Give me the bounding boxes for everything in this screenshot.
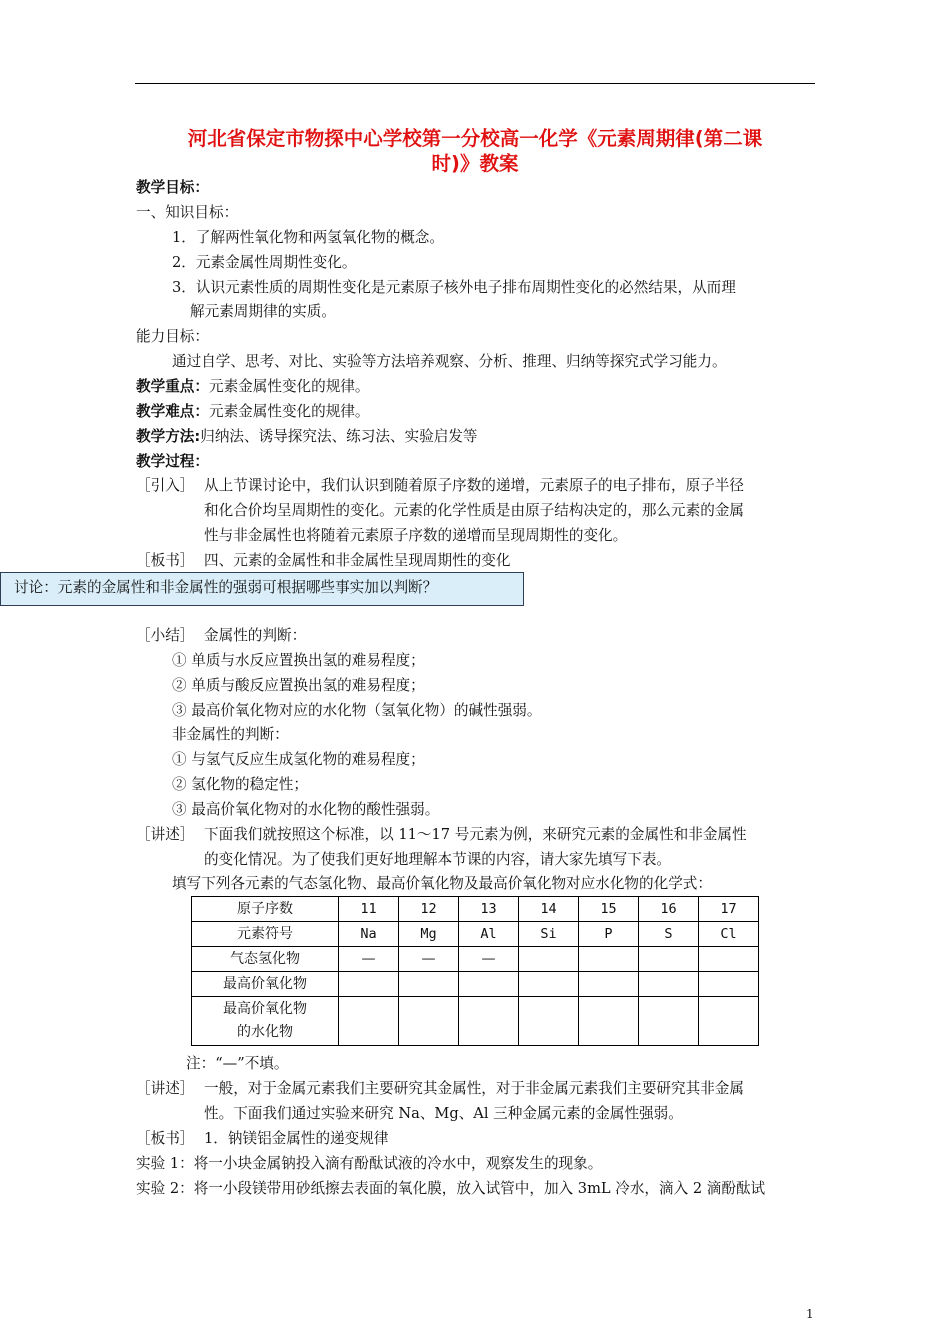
difficulty-text: 元素金属性变化的规律。 xyxy=(208,403,370,420)
process-heading: 教学过程： xyxy=(136,453,209,470)
summary-tag: ［小结］ xyxy=(136,627,195,644)
difficulty xyxy=(136,402,370,422)
oxide-cell xyxy=(459,972,519,997)
knowledge-heading: 一、知识目标： xyxy=(136,204,239,221)
nonmetal-heading: 非金属性的判断： xyxy=(172,726,289,743)
title-line-2: 时)》教案 xyxy=(431,152,519,175)
hydrate-cell xyxy=(639,997,699,1046)
knowledge-item: 1．了解两性氧化物和两氢氧化物的概念。 xyxy=(172,229,444,246)
ability-text: 通过自学、思考、对比、实验等方法培养观察、分析、推理、归纳等探究式学习能力。 xyxy=(172,353,727,370)
oxide-cell xyxy=(699,972,759,997)
discussion-box xyxy=(0,572,524,606)
symbol-cell: Cl xyxy=(699,922,759,947)
hydride-cell: — xyxy=(459,947,519,972)
knowledge-item: 3．认识元素性质的周期性变化是元素原子核外电子排布周期性变化的必然结果，从而理 xyxy=(172,279,736,296)
atomic-number-cell: 14 xyxy=(519,897,579,922)
nonmetal-criterion: ③ 最高价氧化物对的水化物的酸性强弱。 xyxy=(172,801,440,818)
nonmetal-criterion: ② 氢化物的稳定性； xyxy=(172,776,308,793)
row-header: 气态氢化物 xyxy=(192,947,339,972)
symbol-cell: Si xyxy=(519,922,579,947)
intro-tag: ［引入］ xyxy=(136,477,195,494)
row-header-line: 的水化物 xyxy=(237,1024,293,1040)
row-header-line: 最高价氧化物 xyxy=(223,1001,307,1017)
symbol-cell: Mg xyxy=(399,922,459,947)
method xyxy=(136,427,478,447)
atomic-number-cell: 11 xyxy=(339,897,399,922)
page-number: 1 xyxy=(806,1307,814,1321)
metal-criterion: ② 单质与酸反应置换出氢的难易程度； xyxy=(172,677,425,694)
nonmetal-criterion: ① 与氢气反应生成氢化物的难易程度； xyxy=(172,751,425,768)
key-point-label: 教学重点： xyxy=(136,378,209,395)
atomic-number-cell: 17 xyxy=(699,897,759,922)
hydride-cell xyxy=(699,947,759,972)
table-intro: 填写下列各元素的气态氢化物、最高价氧化物及最高价氧化物对应水化物的化学式： xyxy=(172,875,712,892)
method-text: 归纳法、诱导探究法、练习法、实验启发等 xyxy=(200,428,478,445)
row-header: 最高价氧化物 xyxy=(192,972,339,997)
atomic-number-cell: 13 xyxy=(459,897,519,922)
symbol-cell: S xyxy=(639,922,699,947)
metal-criterion: ① 单质与水反应置换出氢的难易程度； xyxy=(172,652,425,669)
lecture-line: 的变化情况。为了使我们更好地理解本节课的内容，请大家先填写下表。 xyxy=(204,851,672,868)
board-tag: ［板书］ xyxy=(136,1130,195,1147)
oxide-cell xyxy=(639,972,699,997)
hydride-cell: — xyxy=(339,947,399,972)
hydrate-cell xyxy=(459,997,519,1046)
summary-text: 金属性的判断： xyxy=(204,627,307,644)
title-line-1: 河北省保定市物探中心学校第一分校高一化学《元素周期律(第二课 xyxy=(187,127,763,150)
key-point xyxy=(136,377,370,397)
symbol-cell: Al xyxy=(459,922,519,947)
hydrate-cell xyxy=(519,997,579,1046)
lecture-line: 下面我们就按照这个标准，以 11～17 号元素为例，来研究元素的金属性和非金属性 xyxy=(204,826,747,843)
hydrate-cell xyxy=(399,997,459,1046)
ability-heading: 能力目标： xyxy=(136,328,209,345)
table-row xyxy=(192,972,759,997)
board-text: 1．钠镁铝金属性的递变规律 xyxy=(204,1130,389,1147)
method-label: 教学方法: xyxy=(136,428,201,445)
knowledge-item-continued: 解元素周期律的实质。 xyxy=(190,303,336,320)
lecture-tag: ［讲述］ xyxy=(136,826,195,843)
table-row xyxy=(192,997,759,1046)
atomic-number-cell: 15 xyxy=(579,897,639,922)
goals-heading: 教学目标： xyxy=(136,179,209,196)
hydrate-cell xyxy=(699,997,759,1046)
lecture-tag: ［讲述］ xyxy=(136,1080,195,1097)
row-header: 原子序数 xyxy=(192,897,339,922)
hydride-cell xyxy=(579,947,639,972)
lecture-line: 一般，对于金属元素我们主要研究其金属性，对于非金属元素我们主要研究其非金属 xyxy=(204,1080,744,1097)
experiment-2: 实验 2：将一小段镁带用砂纸擦去表面的氧化膜，放入试管中，加入 3mL 冷水，滴入 2 滴酚酞试 xyxy=(136,1180,766,1197)
element-table xyxy=(191,896,759,1046)
symbol-cell: P xyxy=(579,922,639,947)
table-note: 注：“—”不填。 xyxy=(186,1055,289,1072)
symbol-cell: Na xyxy=(339,922,399,947)
difficulty-label: 教学难点： xyxy=(136,403,209,420)
oxide-cell xyxy=(579,972,639,997)
hydride-cell xyxy=(519,947,579,972)
table-row xyxy=(192,922,759,947)
row-header: 元素符号 xyxy=(192,922,339,947)
atomic-number-cell: 12 xyxy=(399,897,459,922)
row-header xyxy=(192,997,339,1046)
table-row xyxy=(192,947,759,972)
lecture-line: 性。下面我们通过实验来研究 Na、Mg、Al 三种金属元素的金属性强弱。 xyxy=(204,1105,683,1122)
discussion-text: 讨论：元素的金属性和非金属性的强弱可根据哪些事实加以判断？ xyxy=(14,579,438,596)
oxide-cell xyxy=(519,972,579,997)
document-title xyxy=(135,126,815,176)
hydride-cell: — xyxy=(399,947,459,972)
intro-line: 性与非金属性也将随着元素原子序数的递增而呈现周期性的变化。 xyxy=(204,527,628,544)
board-tag: ［板书］ xyxy=(136,552,195,569)
header-rule xyxy=(135,83,815,84)
atomic-number-cell: 16 xyxy=(639,897,699,922)
experiment-1: 实验 1：将一小块金属钠投入滴有酚酞试液的冷水中，观察发生的现象。 xyxy=(136,1155,603,1172)
hydrate-cell xyxy=(579,997,639,1046)
knowledge-item: 2．元素金属性周期性变化。 xyxy=(172,254,357,271)
hydrate-cell xyxy=(339,997,399,1046)
oxide-cell xyxy=(399,972,459,997)
oxide-cell xyxy=(339,972,399,997)
metal-criterion: ③ 最高价氧化物对应的水化物（氢氧化物）的碱性强弱。 xyxy=(172,702,542,719)
table-row xyxy=(192,897,759,922)
board-text: 四、元素的金属性和非金属性呈现周期性的变化 xyxy=(204,552,511,569)
intro-line: 和化合价均呈周期性的变化。元素的化学性质是由原子结构决定的，那么元素的金属 xyxy=(204,502,744,519)
intro-line: 从上节课讨论中，我们认识到随着原子序数的递增，元素原子的电子排布，原子半径 xyxy=(204,477,744,494)
key-point-text: 元素金属性变化的规律。 xyxy=(208,378,370,395)
hydride-cell xyxy=(639,947,699,972)
